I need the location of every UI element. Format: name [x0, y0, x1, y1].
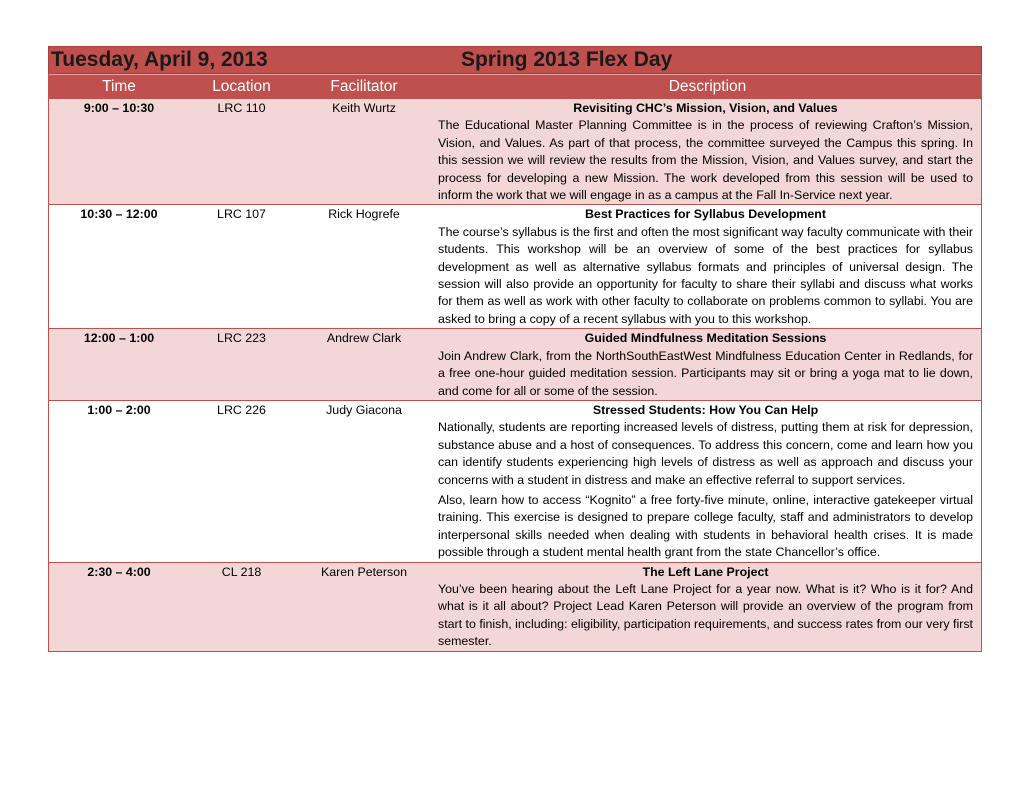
session-row — [49, 205, 981, 329]
session-title: Revisiting CHC’s Mission, Vision, and Values — [573, 101, 838, 115]
session-location: LRC 107 — [189, 205, 294, 329]
session-facilitator: Keith Wurtz — [294, 99, 434, 205]
session-body: Nationally, students are reporting increased levels of distress, putting them at risk for depression, substance abuse and a host of consequences. To address this concern, come and learn how you can identify students experiencing high levels of distress as well as approach and discuss your concerns with a student in distress and make an effective referral to support services. — [438, 420, 973, 487]
session-location: CL 218 — [189, 562, 294, 651]
column-header-time: Time — [49, 75, 189, 100]
session-location: LRC 223 — [189, 329, 294, 401]
event-date: Tuesday, April 9, 2013 — [51, 48, 268, 71]
session-body: The course’s syllabus is the first and often the most significant way faculty communicate with their students. This workshop will be an overview of some of the best practices for syllabus development as well as alternative syllabus formats and principles of universal design. The session will also provide an opportunity for faculty to share their syllabi and discuss what works for them as well as work with other faculty to collaborate on problems common to syllabi. You are asked to bring a copy of a recent syllabus with you to this workshop. — [438, 224, 973, 326]
session-body-extra: Also, learn how to access “Kognito” a free forty-five minute, online, interactive gatekeeper virtual training. This exercise is designed to prepare college faculty, staff and administrators to develop interpersonal skills needed when dealing with students in behavioral health crises. It is made possible through a student mental health grant from the state Chancellor’s office. — [438, 492, 973, 560]
schedule-table-wrap — [48, 74, 982, 652]
title-bar — [48, 46, 982, 74]
session-description — [434, 205, 981, 329]
session-body: You’ve been hearing about the Left Lane Project for a year now. What is it? Who is it for? And what is it all about? Project Lead Karen Peterson will provide an overview of the program from start to finish, including: eligibility, participation requirements, and success rates from our very first semester. — [438, 581, 973, 649]
session-location: LRC 110 — [189, 99, 294, 205]
session-row — [49, 329, 981, 401]
session-body: The Educational Master Planning Committee is in the process of reviewing Crafton’s Mission, Vision, and Values. As part of that process, the committee surveyed the Campus this spring. In this session we will review the results from the Mission, Vision, and Values survey, and start the process for developing a new Mission. The work developed from this session will be used to inform the work that we will engage in as a campus at the Fall In-Service next year. — [438, 118, 973, 203]
session-title: Best Practices for Syllabus Development — [584, 207, 827, 222]
session-facilitator: Judy Giacona — [294, 400, 434, 562]
session-title: The Left Lane Project — [642, 564, 769, 579]
session-row — [49, 400, 981, 562]
session-time: 10:30 – 12:00 — [49, 205, 189, 329]
session-title: Stressed Students: How You Can Help — [592, 402, 819, 417]
column-header-location: Location — [189, 75, 294, 100]
column-header-description: Description — [434, 75, 981, 100]
session-time: 12:00 – 1:00 — [49, 329, 189, 401]
event-title: Spring 2013 Flex Day — [461, 48, 673, 71]
session-row — [49, 562, 981, 651]
session-facilitator: Karen Peterson — [294, 562, 434, 651]
session-description — [434, 562, 981, 651]
session-time: 2:30 – 4:00 — [49, 562, 189, 651]
schedule-sheet — [48, 46, 982, 652]
session-title: Guided Mindfulness Meditation Sessions — [584, 331, 827, 346]
schedule-table — [49, 74, 981, 652]
header-row — [49, 75, 981, 100]
session-description — [434, 400, 981, 562]
session-facilitator: Andrew Clark — [294, 329, 434, 401]
session-time: 1:00 – 2:00 — [49, 400, 189, 562]
session-row — [49, 99, 981, 205]
session-description — [434, 99, 981, 205]
session-time: 9:00 – 10:30 — [49, 99, 189, 205]
session-description — [434, 329, 981, 401]
session-facilitator: Rick Hogrefe — [294, 205, 434, 329]
column-header-facilitator: Facilitator — [294, 75, 434, 100]
session-location: LRC 226 — [189, 400, 294, 562]
session-body: Join Andrew Clark, from the NorthSouthEastWest Mindfulness Education Center in Redlands, for a free one-hour guided meditation session. Participants may sit or bring a yoga mat to lie down, and come for all or some of the session. — [438, 348, 973, 398]
